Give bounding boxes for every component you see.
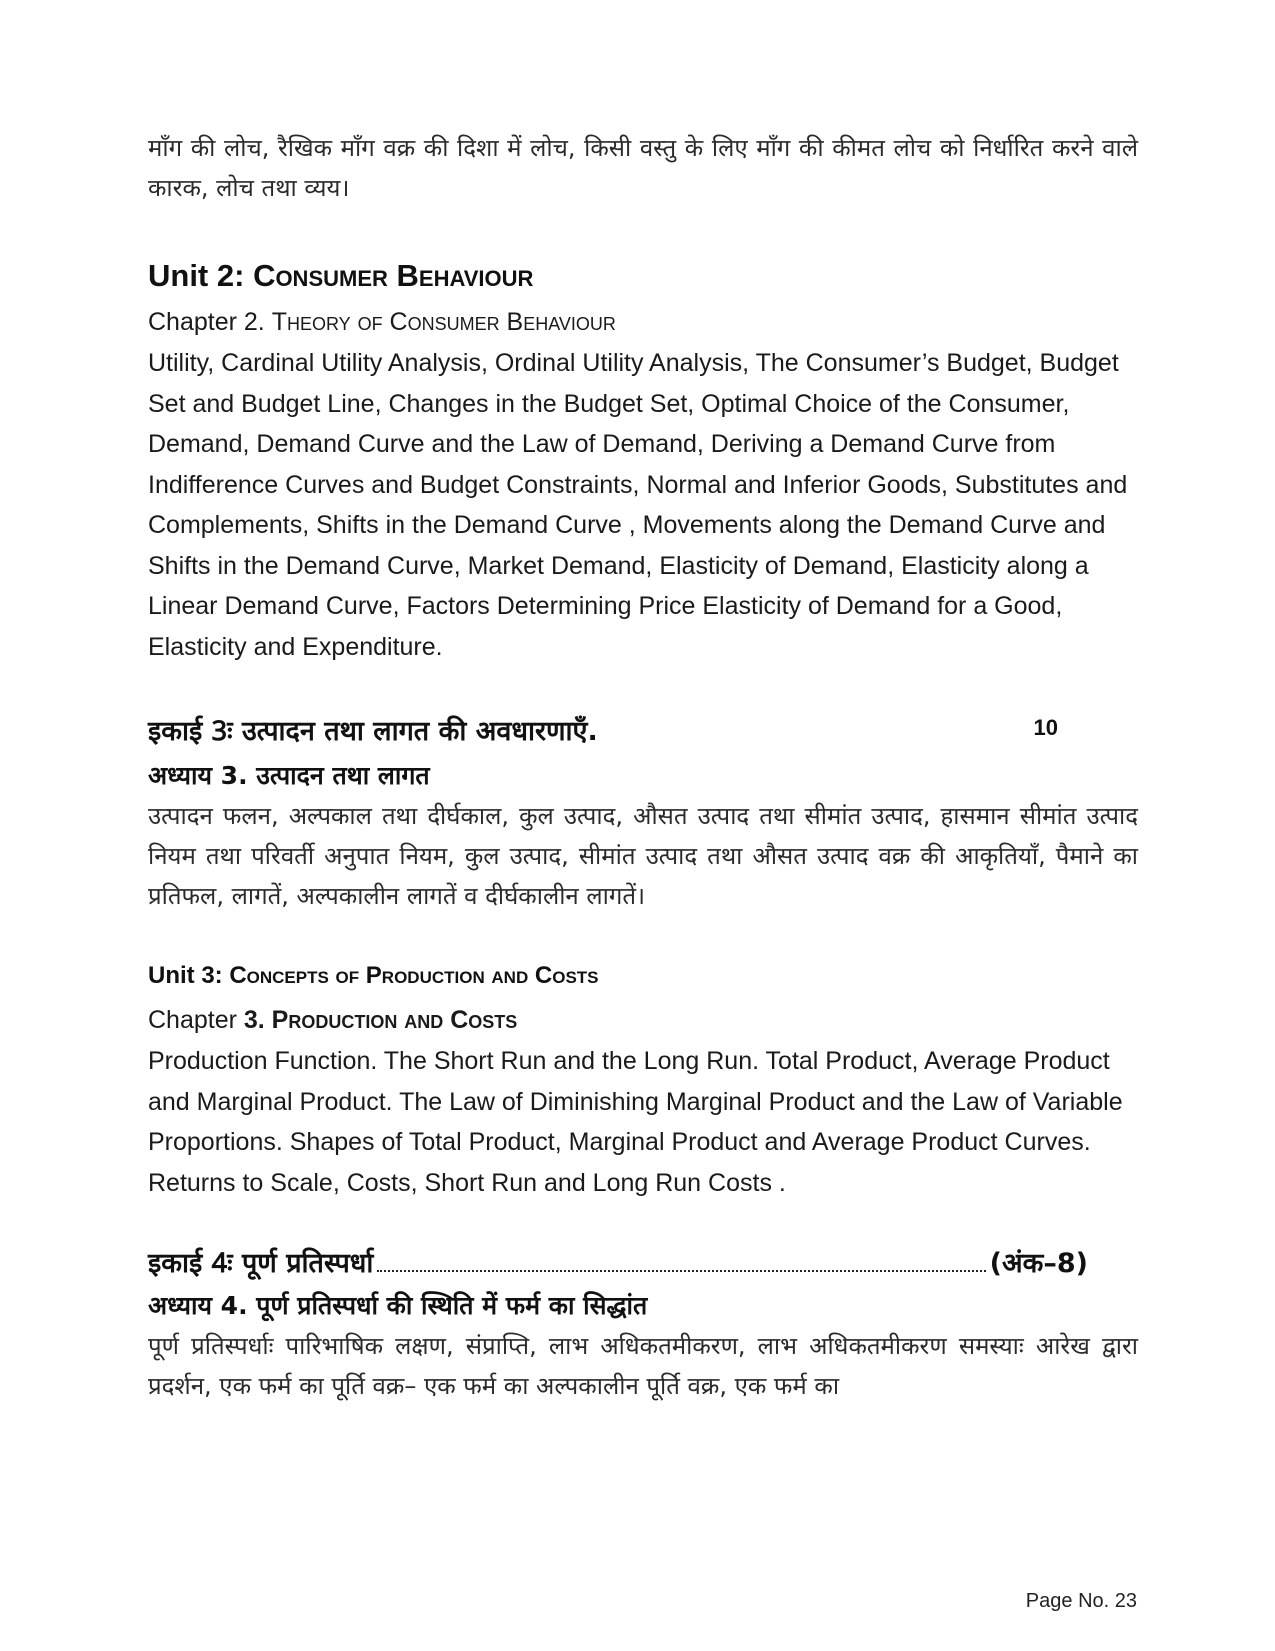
dotted-leader [377, 1270, 985, 1272]
unit3-prefix: Unit 3: [148, 962, 230, 989]
unit2-chapter-title: Theory of Consumer Behaviour [271, 308, 616, 336]
page-content [148, 128, 1138, 1406]
ikai4-title: इकाई 4ः पूर्ण प्रतिस्पर्धा [148, 1248, 374, 1279]
ikai3-marks: 10 [1033, 715, 1058, 740]
unit2-title: Consumer Behaviour [253, 258, 534, 293]
unit3-title: Concepts of Production and Costs [229, 962, 599, 989]
intro-hindi-paragraph: माँग की लोच, रैखिक माँग वक्र की दिशा में लोच, किसी वस्तु के लिए माँग की कीमत लोच को निर्धारित करने वाले कारक, लोच तथा व्यय। [148, 134, 1138, 202]
unit3-body: Production Function. The Short Run and the Long Run. Total Product, Average Product and Marginal Product. The Law of Diminishing Marginal Product and the Law of Variable Proportions. Shapes of Total Product, Marginal Product and Average Product Curves. Returns to Scale, Costs, Short Run and Long Run Costs . [148, 1047, 1123, 1197]
page-number: Page No. 23 [1025, 1590, 1137, 1612]
ikai4-chapter: अध्याय 4. पूर्ण प्रतिस्पर्धा की स्थिति में फर्म का सिद्धांत [148, 1291, 648, 1320]
unit2-prefix: Unit 2: [148, 258, 254, 293]
ikai3-chapter: अध्याय 3. उत्पादन तथा लागत [148, 761, 430, 790]
ikai3-body: उत्पादन फलन, अल्पकाल तथा दीर्घकाल, कुल उत्पाद, औसत उत्पाद तथा सीमांत उत्पाद, हासमान सीमांत उत्पाद नियम तथा परिवर्ती अनुपात नियम, कुल उत्पाद, सीमांत उत्पाद तथा औसत उत्पाद वक्र की आकृतियाँ, पैमाने का प्रतिफल, लागतें, अल्पकालीन लागतें व दीर्घकालीन लागतें। [148, 802, 1138, 910]
ikai4-heading [148, 1243, 1088, 1280]
unit2-chapter [148, 308, 1138, 337]
ikai4-marks: (अंक–8) [989, 1248, 1088, 1279]
ikai4-body: पूर्ण प्रतिस्पर्धाः पारिभाषिक लक्षण, संप्राप्ति, लाभ अधिकतमीकरण, लाभ अधिकतमीकरण समस्याः आरेख द्वारा प्रदर्शन, एक फर्म का पूर्ति वक्र– एक फर्म का अल्पकालीन पूर्ति वक्र, एक फर्म का [148, 1332, 1138, 1400]
ikai3-title: इकाई 3ः उत्पादन तथा लागत की अवधारणाएँ. [148, 716, 598, 747]
unit2-chapter-prefix: Chapter 2. [148, 308, 272, 336]
ikai3-heading [148, 711, 1138, 748]
unit2-heading [148, 258, 1138, 294]
unit3-heading [148, 962, 1138, 990]
unit3-chapter [148, 1006, 1138, 1035]
unit3-chapter-prefix: Chapter [148, 1006, 244, 1034]
unit2-body: Utility, Cardinal Utility Analysis, Ordinal Utility Analysis, The Consumer’s Budget, Budget Set and Budget Line, Changes in the Budget Set, Optimal Choice of the Consumer, Demand, Demand Curve and the Law of Demand, Deriving a Demand Curve from Indifference Curves and Budget Constraints, Normal and Inferior Goods, Substitutes and Complements, Shifts in the Demand Curve , Movements along the Demand Curve and Shifts in the Demand Curve, Market Demand, Elasticity of Demand, Elasticity along a Linear Demand Curve, Factors Determining Price Elasticity of Demand for a Good, Elasticity and Expenditure. [148, 349, 1128, 661]
unit3-chapter-title: 3. Production and Costs [243, 1006, 518, 1034]
